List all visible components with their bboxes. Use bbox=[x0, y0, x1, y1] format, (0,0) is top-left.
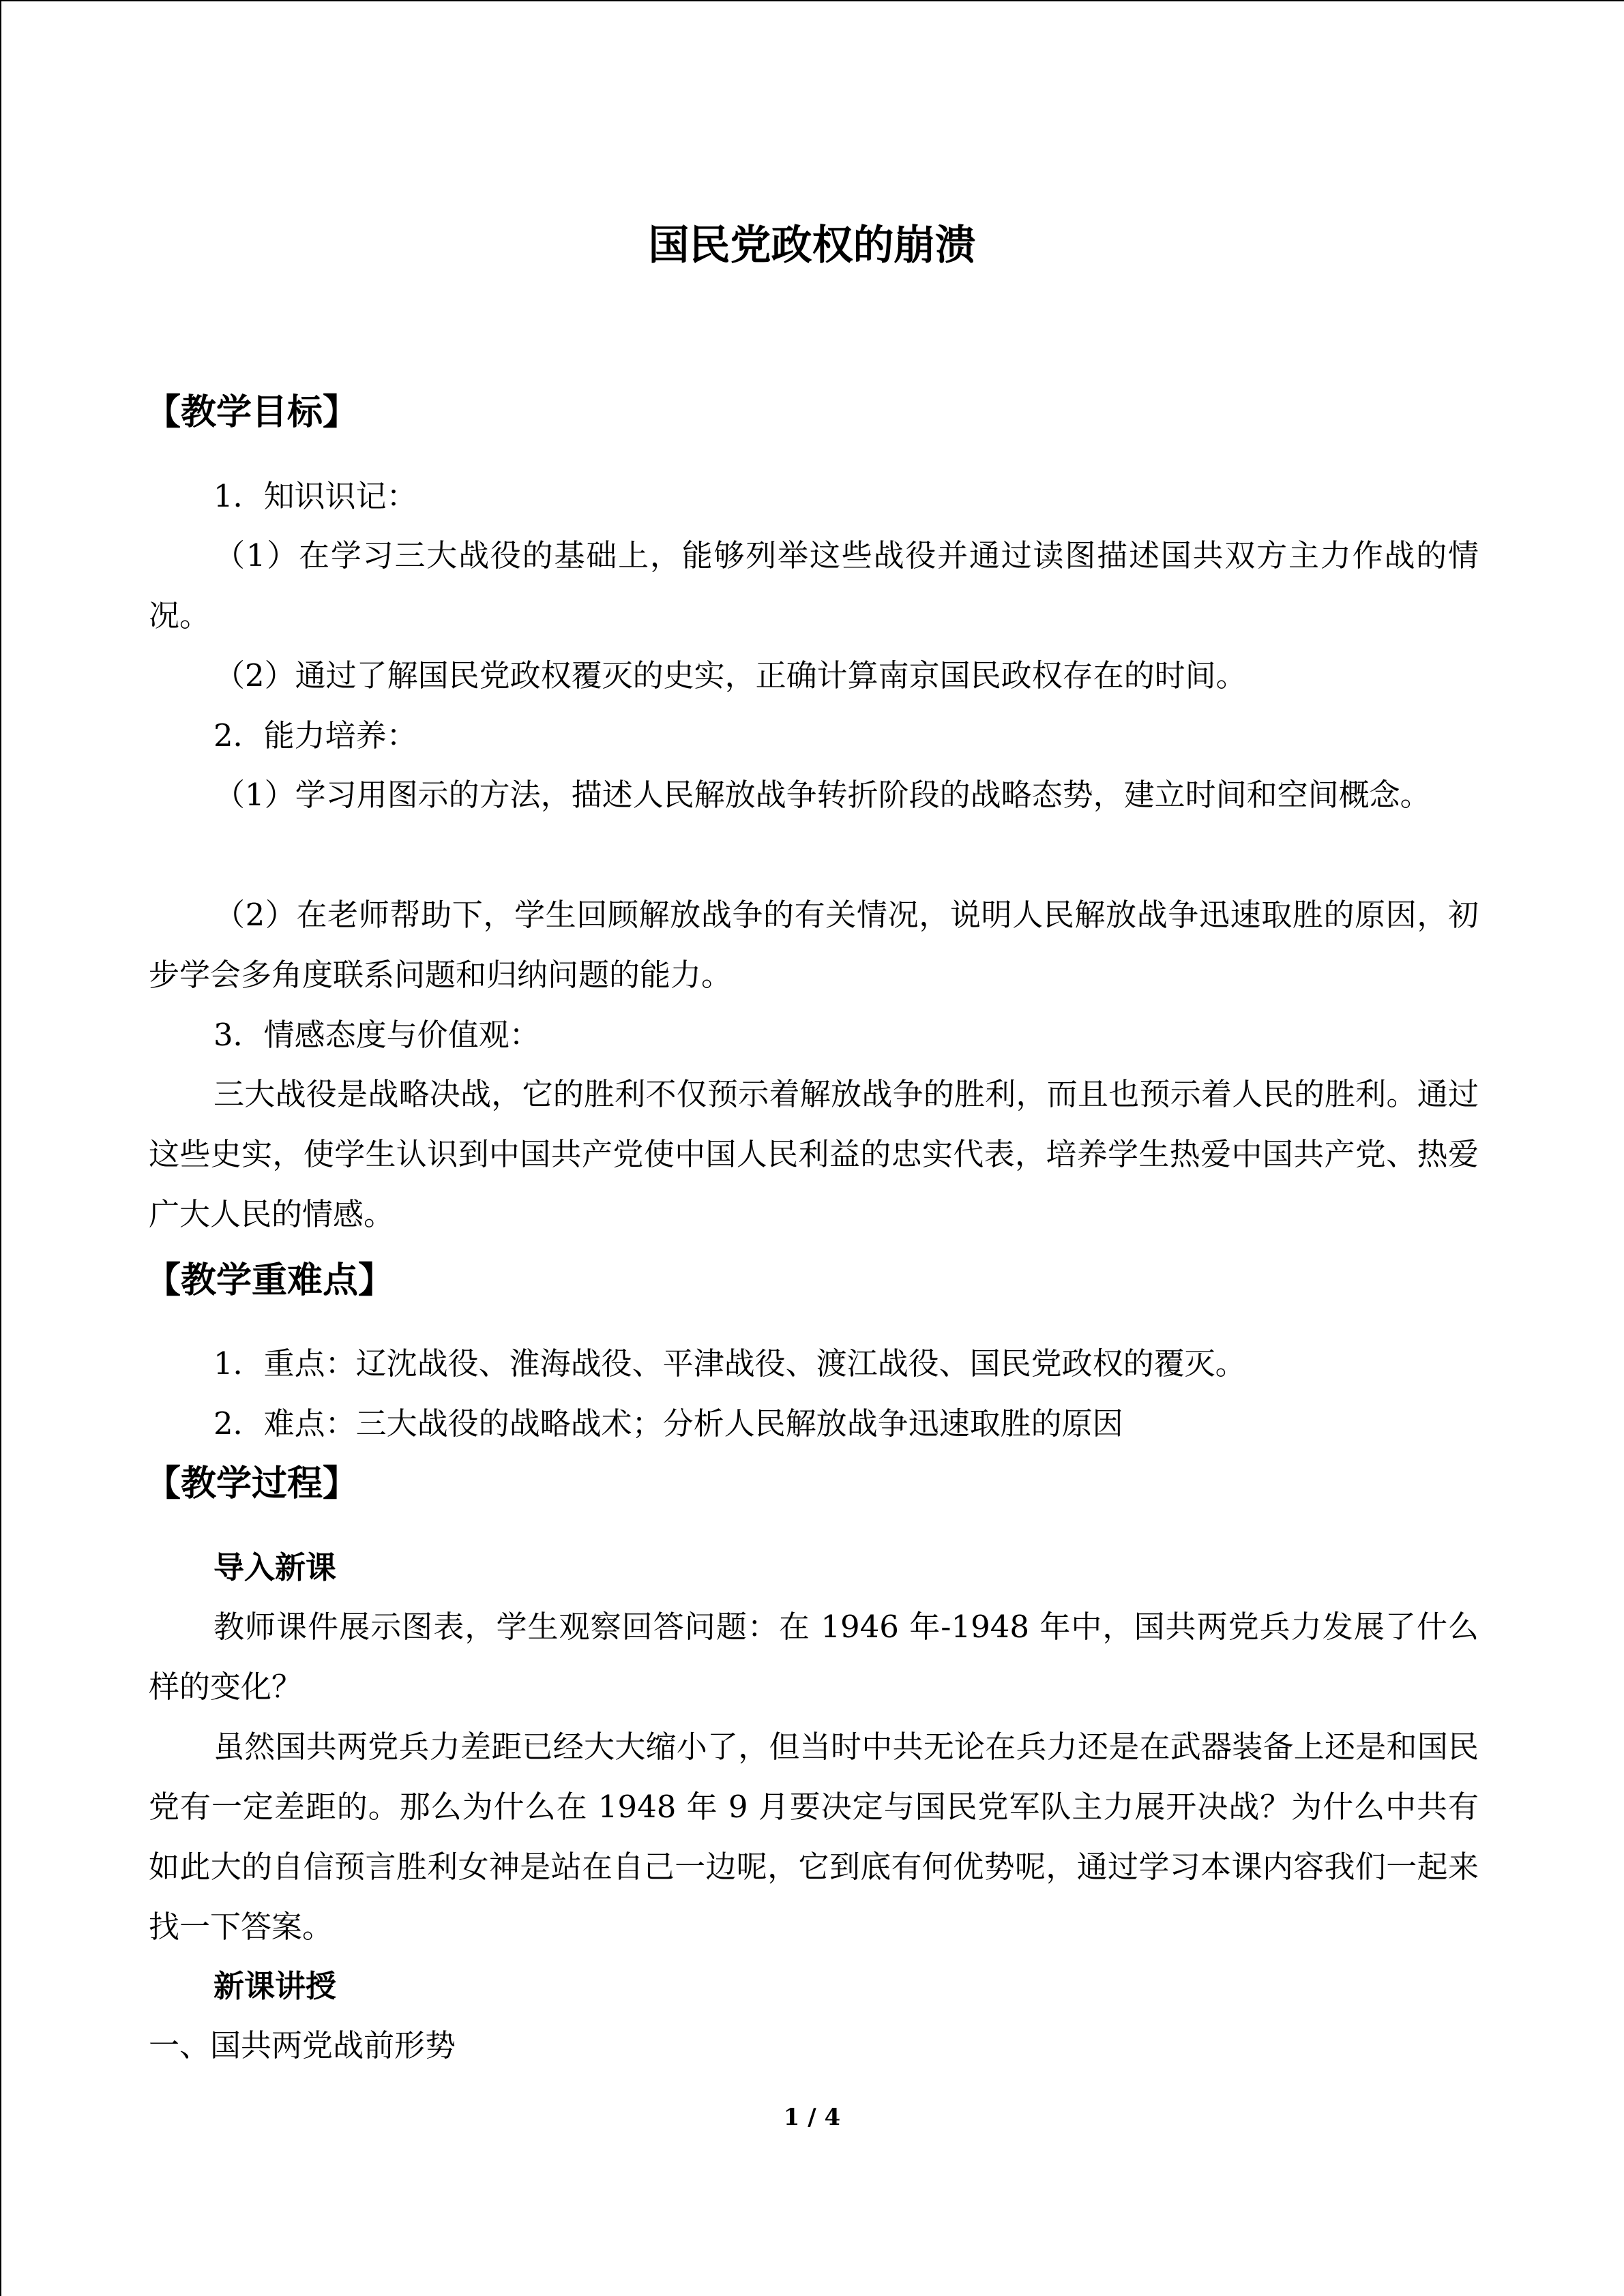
section-heading-objectives: 【教学目标】 bbox=[145, 391, 359, 433]
paragraph: （2）通过了解国民党政权覆灭的史实，正确计算南京国民政权存在的时间。 bbox=[214, 657, 1247, 694]
paragraph: 1．知识识记： bbox=[213, 478, 417, 514]
paragraph: 2．能力培养： bbox=[213, 717, 417, 754]
document-title: 国民党政权的崩溃 bbox=[648, 222, 976, 269]
paragraph: （2）在老师帮助下，学生回顾解放战争的有关情况，说明人民解放战争迅速取胜的原因，初步学会多角度联系问题和归纳问题的能力。 bbox=[149, 897, 1479, 993]
subheading-intro: 导入新课 bbox=[213, 1549, 337, 1585]
paragraph: 虽然国共两党兵力差距已经大大缩小了，但当时中共无论在兵力还是在武器装备上还是和国民党有一定差距的。那么为什么在 1948 年 9 月要决定与国民党军队主力展开决战？为什么中共有如此大的自信预言胜利女神是站在自己一边呢，它到底有何优势呢，通过学习本课内容我们一起来找一下答案。 bbox=[149, 1729, 1479, 1945]
paragraph: 3．情感态度与价值观： bbox=[213, 1017, 540, 1053]
paragraph: （1）学习用图示的方法，描述人民解放战争转折阶段的战略态势，建立时间和空间概念。 bbox=[214, 777, 1431, 813]
page-number: 1 / 4 bbox=[783, 2104, 841, 2131]
paragraph: 2．难点：三大战役的战略战术；分析人民解放战争迅速取胜的原因 bbox=[213, 1405, 1123, 1442]
paragraph: 一、国共两党战前形势 bbox=[149, 2027, 456, 2063]
subheading-new-lesson: 新课讲授 bbox=[213, 1968, 337, 2004]
paragraph: （1）在学习三大战役的基础上，能够列举这些战役并通过读图描述国共双方主力作战的情况。 bbox=[149, 537, 1479, 633]
section-heading-process: 【教学过程】 bbox=[145, 1463, 359, 1504]
paragraph: 教师课件展示图表，学生观察回答问题：在 1946 年-1948 年中，国共两党兵力发展了什么样的变化？ bbox=[149, 1609, 1479, 1705]
paragraph: 1．重点：辽沈战役、淮海战役、平津战役、渡江战役、国民党政权的覆灭。 bbox=[213, 1345, 1246, 1382]
paragraph: 三大战役是战略决战，它的胜利不仅预示着解放战争的胜利，而且也预示着人民的胜利。通过这些史实，使学生认识到中国共产党使中国人民利益的忠实代表，培养学生热爱中国共产党、热爱广大人民的情感。 bbox=[149, 1076, 1479, 1232]
section-heading-key-points: 【教学重难点】 bbox=[145, 1259, 394, 1301]
